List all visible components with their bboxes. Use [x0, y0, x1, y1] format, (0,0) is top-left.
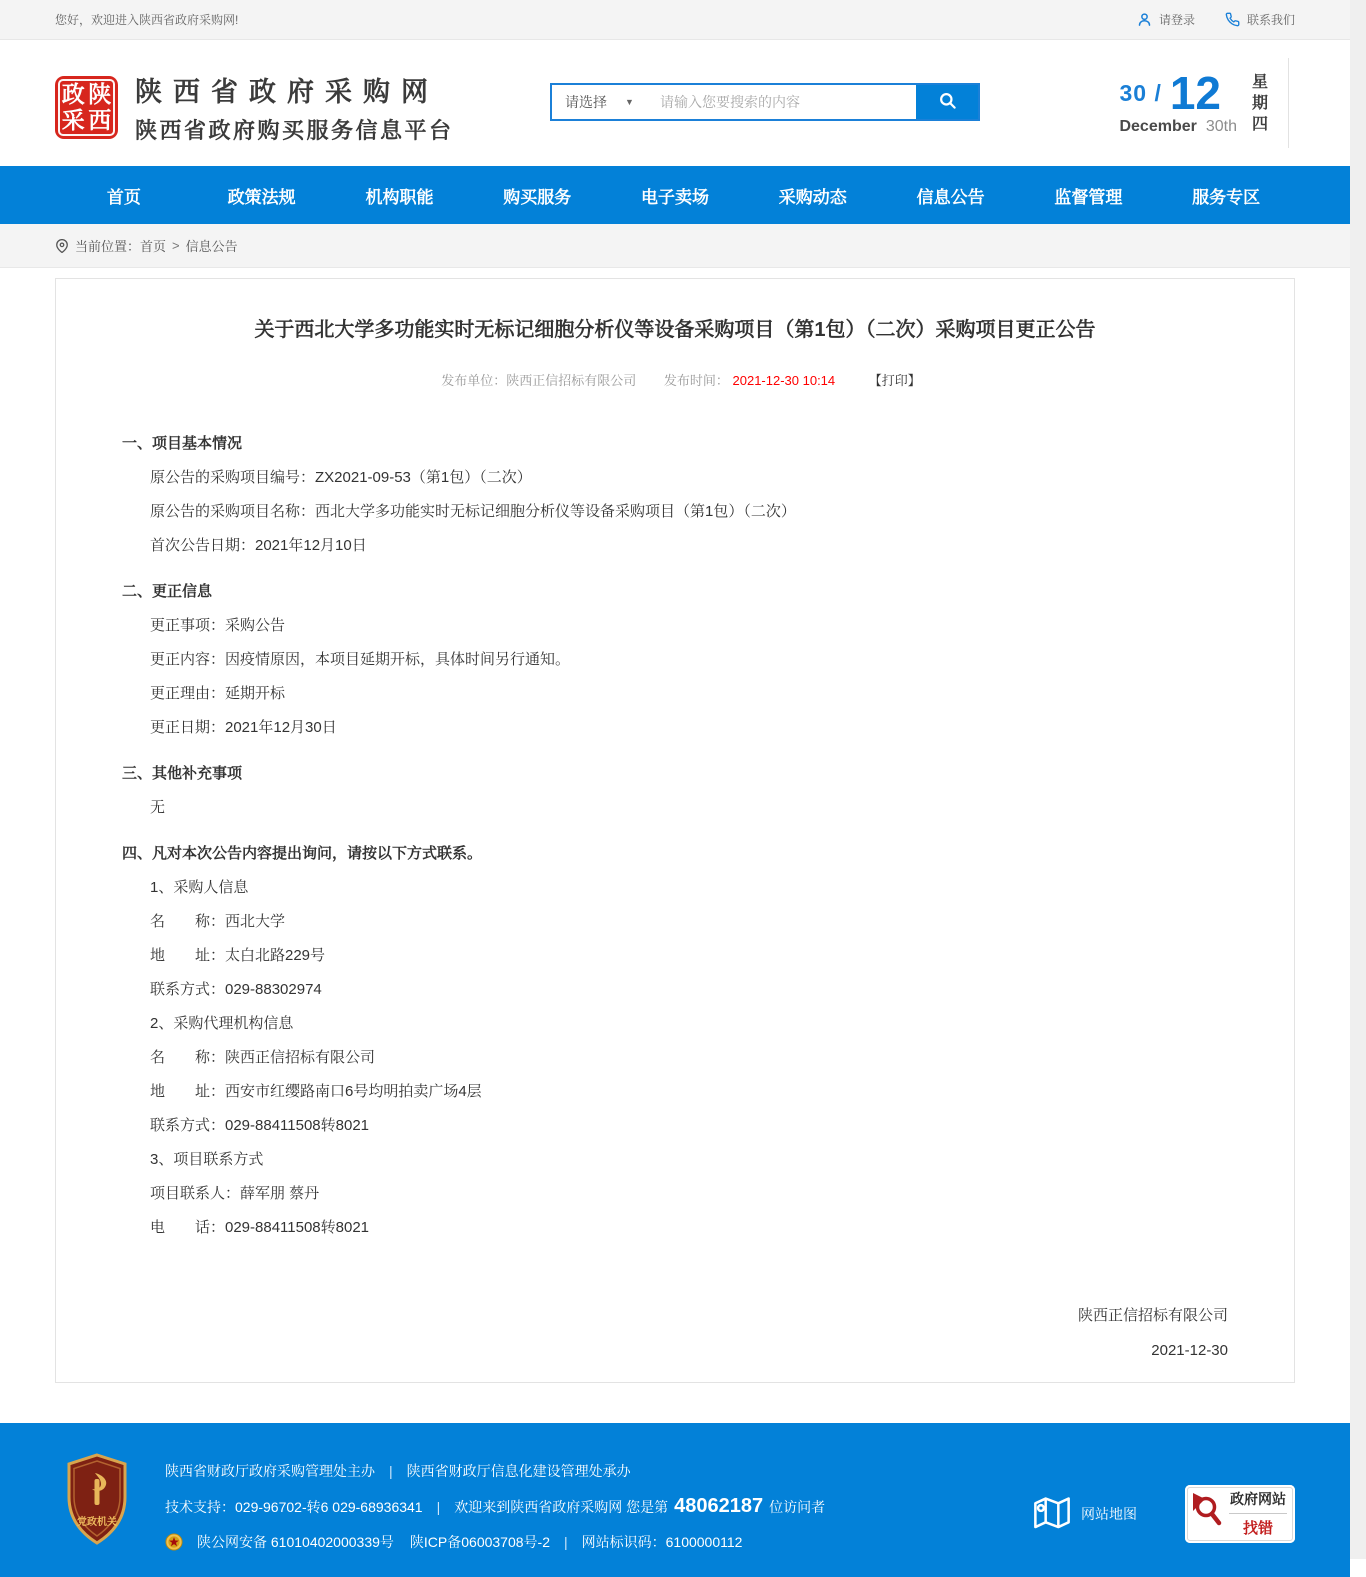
logo-seal-char: 西 — [88, 107, 112, 134]
chevron-down-icon: ▼ — [625, 97, 634, 107]
search-category-select[interactable] — [552, 85, 652, 119]
logo-seal-char: 采 — [61, 107, 85, 134]
article-section — [122, 435, 1228, 555]
date-day: 30 / — [1119, 79, 1162, 106]
site-subtitle: 陕西省政府购买服务信息平台 — [135, 118, 454, 143]
section-paragraph: 更正内容：因疫情原因，本项目延期开标，具体时间另行通知。 — [150, 651, 571, 668]
site-title: 陕西省政府采购网 — [135, 77, 439, 107]
section-heading: 一、项目基本情况 — [122, 435, 243, 452]
scrollbar[interactable] — [1350, 0, 1366, 1559]
phone-icon — [1225, 12, 1240, 27]
user-icon — [1137, 12, 1152, 27]
page-title: 关于西北大学多功能实时无标记细胞分析仪等设备采购项目（第1包）（二次）采购项目更正公告 — [254, 319, 1096, 341]
section-paragraph: 更正事项：采购公告 — [150, 617, 286, 634]
logo-seal — [55, 76, 118, 139]
section-paragraph: 名 称：陕西正信招标有限公司 — [150, 1049, 376, 1066]
party-gov-badge — [65, 1453, 129, 1552]
publish-time: 发布时间： 2021-12-30 10:14 — [663, 373, 836, 388]
weekday-char: 星 — [1251, 73, 1268, 91]
police-record-link[interactable]: 陕公网安备 61010402000339号 — [197, 1534, 394, 1550]
site-code: 网站标识码：6100000112 — [581, 1534, 743, 1550]
section-heading: 三、其他补充事项 — [122, 765, 243, 782]
badge-label: 党政机关 — [77, 1517, 117, 1528]
footer — [0, 1423, 1350, 1577]
footer-line-host: 陕西省财政厅政府采购管理处主办 | 陕西省财政厅信息化建设管理处承办 — [165, 1463, 631, 1479]
search-select-label: 请选择 — [565, 94, 607, 110]
section-paragraph: 原公告的采购项目名称：西北大学多功能实时无标记细胞分析仪等设备采购项目（第1包）（二次） — [150, 503, 796, 520]
section-paragraph: 地 址：太白北路229号 — [150, 947, 326, 964]
visitor-count: 48062187 — [674, 1495, 764, 1517]
nav-item[interactable]: 监督管理 — [1054, 187, 1123, 207]
main-content — [0, 268, 1350, 1423]
shield-icon — [65, 1453, 129, 1545]
sitemap-label: 网站地图 — [1081, 1505, 1137, 1522]
article-meta — [122, 373, 1228, 389]
nav-item[interactable]: 信息公告 — [916, 187, 985, 207]
map-icon — [1033, 1493, 1071, 1534]
article-body — [122, 435, 1228, 1237]
publisher: 发布单位：陕西正信招标有限公司 — [441, 373, 637, 388]
signature-company: 陕西正信招标有限公司 — [1077, 1307, 1228, 1324]
breadcrumb-separator: > — [172, 238, 180, 253]
contact-link[interactable] — [1225, 11, 1295, 28]
nav-item[interactable]: 政策法规 — [227, 187, 296, 207]
breadcrumb-current[interactable]: 信息公告 — [185, 239, 238, 254]
section-paragraph: 联系方式：029-88411508转8021 — [150, 1117, 370, 1134]
section-paragraph: 原公告的采购项目编号：ZX2021-09-53（第1包）（二次） — [150, 469, 532, 486]
error-report-badge[interactable] — [1185, 1485, 1295, 1543]
error-badge-title: 政府网站 — [1229, 1489, 1287, 1514]
search-input[interactable] — [652, 85, 916, 119]
article-section — [122, 845, 1228, 1237]
search-bar — [550, 83, 980, 121]
section-paragraph: 电 话：029-88411508转8021 — [150, 1219, 370, 1236]
date-weekday — [1252, 72, 1268, 135]
search-icon — [938, 91, 957, 113]
section-paragraph: 联系方式：029-88302974 — [150, 981, 322, 998]
section-paragraph: 首次公告日期：2021年12月10日 — [150, 537, 367, 554]
contact-label: 联系我们 — [1246, 13, 1295, 27]
logo-seal-char: 政 — [61, 80, 85, 107]
police-emblem-icon — [165, 1533, 190, 1551]
section-paragraph: 2、采购代理机构信息 — [150, 1015, 294, 1032]
header — [0, 40, 1350, 166]
signature-date: 2021-12-30 — [1151, 1342, 1228, 1359]
section-paragraph: 名 称：西北大学 — [150, 913, 286, 930]
article-section — [122, 583, 1228, 737]
date-month-name: December — [1119, 118, 1197, 135]
footer-line-records: 陕公网安备 61010402000339号 陕ICP备06003708号-2 | 网站标识码：6100000112 — [165, 1532, 825, 1552]
breadcrumb-bar — [0, 224, 1350, 268]
section-paragraph: 3、项目联系方式 — [150, 1151, 264, 1168]
section-paragraph: 更正日期：2021年12月30日 — [150, 719, 337, 736]
nav-item[interactable]: 购买服务 — [503, 187, 572, 207]
icp-record: 陕ICP备06003708号-2 — [409, 1534, 550, 1550]
welcome-text: 您好，欢迎进入陕西省政府采购网! — [55, 13, 239, 27]
section-paragraph: 更正理由：延期开标 — [150, 685, 286, 702]
weekday-char: 期 — [1251, 94, 1268, 112]
nav-item[interactable]: 采购动态 — [778, 187, 847, 207]
weekday-char: 四 — [1251, 115, 1268, 133]
section-paragraph: 无 — [150, 799, 166, 816]
breadcrumb-home[interactable]: 首页 — [140, 239, 167, 254]
breadcrumb-label: 当前位置： — [75, 239, 141, 254]
login-link[interactable] — [1137, 11, 1195, 28]
nav-item[interactable]: 服务专区 — [1192, 187, 1261, 207]
print-button[interactable]: 【打印】 — [868, 373, 921, 388]
section-heading: 二、更正信息 — [122, 583, 213, 600]
date-widget — [1119, 58, 1289, 148]
section-paragraph: 地 址：西安市红缨路南口6号均明拍卖广场4层 — [150, 1083, 482, 1100]
nav-item[interactable]: 机构职能 — [365, 187, 434, 207]
main-nav — [0, 166, 1350, 224]
publish-time-value: 2021-12-30 10:14 — [732, 373, 836, 388]
error-badge-action: 找错 — [1242, 1520, 1273, 1537]
date-ordinal: 30th — [1205, 118, 1237, 135]
nav-item[interactable]: 首页 — [106, 187, 141, 207]
date-month: 12 — [1169, 67, 1222, 119]
search-button[interactable] — [916, 85, 978, 119]
red-magnifier-icon — [1191, 1491, 1223, 1536]
location-pin-icon — [55, 239, 75, 253]
topbar — [0, 0, 1350, 40]
section-paragraph: 项目联系人：薛军朋 蔡丹 — [150, 1185, 320, 1202]
footer-line-support: 技术支持：029-96702-转6 029-68936341 | 欢迎来到陕西省政府采购网 您是第 48062187 位访问者 — [165, 1495, 826, 1517]
article-section — [122, 765, 1228, 817]
logo-seal-char: 陕 — [88, 80, 112, 107]
sitemap-link[interactable] — [1033, 1493, 1137, 1534]
site-logo[interactable] — [55, 70, 454, 145]
signature-block — [122, 1307, 1228, 1360]
nav-item[interactable]: 电子卖场 — [641, 187, 710, 207]
announcement-article — [55, 278, 1295, 1383]
section-heading: 四、凡对本次公告内容提出询问，请按以下方式联系。 — [122, 845, 483, 862]
login-label: 请登录 — [1158, 13, 1195, 27]
section-paragraph: 1、采购人信息 — [150, 879, 249, 896]
